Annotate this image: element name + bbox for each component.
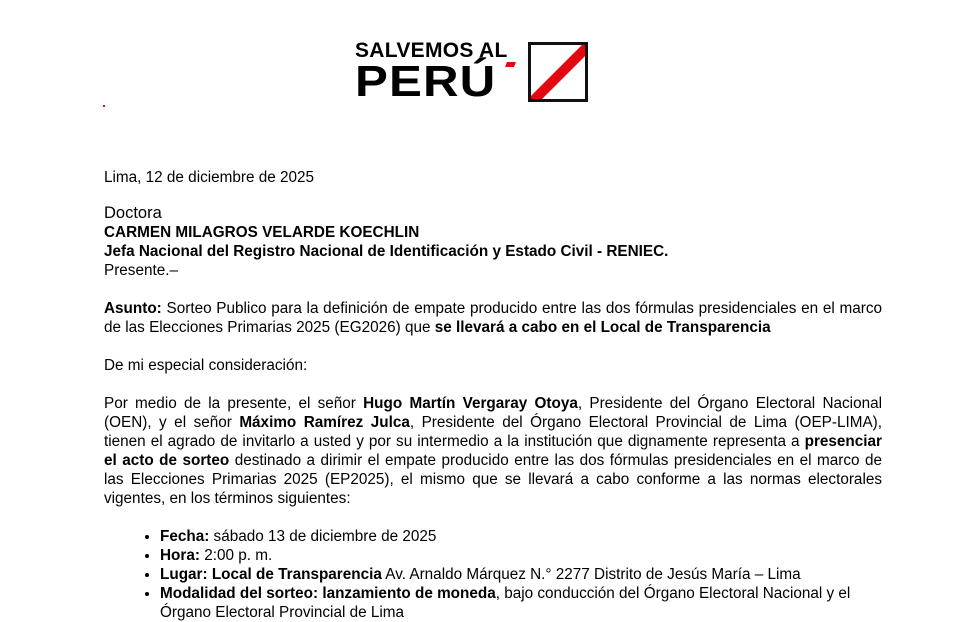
logo-red-stripe <box>528 42 588 102</box>
text-segment: , bajo conducción del Órgano Electoral Nacional y el Órgano Electoral Provincial de Lima <box>160 585 851 621</box>
list-item-fecha <box>160 527 882 546</box>
text-segment: sábado 13 de diciembre de 2025 <box>209 528 437 545</box>
body-paragraph <box>104 394 882 508</box>
subject <box>104 299 882 337</box>
greeting: De mi especial consideración: <box>104 357 308 374</box>
bold-text: Hora: <box>160 547 200 564</box>
logo-text-top: SALVEMOS AL <box>355 39 508 62</box>
presente: Presente.– <box>104 262 178 279</box>
text-segment: Av. Arnaldo Márquez N.° 2277 Distrito de Jesús María – Lima <box>381 566 801 583</box>
date-line: Lima, 12 de diciembre de 2025 <box>104 169 315 186</box>
bold-text: Lugar: Local de Transparencia <box>160 566 382 583</box>
logo-flag-box <box>528 42 588 102</box>
logo-text-main: PERÚ <box>355 57 497 106</box>
list-item-modalidad <box>160 584 882 622</box>
letter-body <box>104 168 882 622</box>
text-segment: , Presidente del Órgano Electoral Nacional (OEN), y el señor <box>104 395 882 431</box>
text-segment: , Presidente del Órgano Electoral Provincial de Lima (OEP-LIMA), tienen el agrado de invitarlo a usted y por su intermedio a la institución que dignamente representa a <box>104 414 883 450</box>
bold-text: Asunto: <box>104 300 162 317</box>
bold-text: Hugo Martín Vergaray Otoya <box>363 395 578 412</box>
bold-text: se llevará a cabo en el Local de Transparencia <box>434 319 771 336</box>
logo-accent <box>505 62 516 67</box>
red-mark <box>103 105 105 107</box>
text-segment: destinado a dirimir el empate producido entre las dos fórmulas presidenciales en el marco de las Elecciones Primarias 2025 (EP2025), el mismo que se llevará a cabo conforme a las normas electorales vigentes, en los términos siguientes: <box>104 452 882 507</box>
salutation: Doctora <box>104 204 162 222</box>
bold-text: Fecha: <box>160 528 210 545</box>
text-segment: Sorteo Publico para la definición de empate producido entre las dos fórmulas presidenciales en el marco de las Elecciones Primarias 2025 (EG2026) que <box>104 300 882 336</box>
list-item-hora <box>160 546 882 565</box>
list-item-lugar <box>160 565 882 584</box>
logo-salvemos-al-peru <box>355 39 591 106</box>
bold-text: Modalidad del sorteo: lanzamiento de moneda <box>160 585 496 602</box>
details-list <box>104 527 882 622</box>
recipient-name: CARMEN MILAGROS VELARDE KOECHLIN <box>104 224 420 241</box>
text-segment: 2:00 p. m. <box>199 547 273 564</box>
bold-text: Máximo Ramírez Julca <box>239 414 410 431</box>
recipient-position: Jefa Nacional del Registro Nacional de Identificación y Estado Civil - RENIEC. <box>104 243 669 260</box>
bold-text: presenciar el acto de sorteo <box>104 433 882 469</box>
text-segment: Por medio de la presente, el señor <box>104 395 364 412</box>
